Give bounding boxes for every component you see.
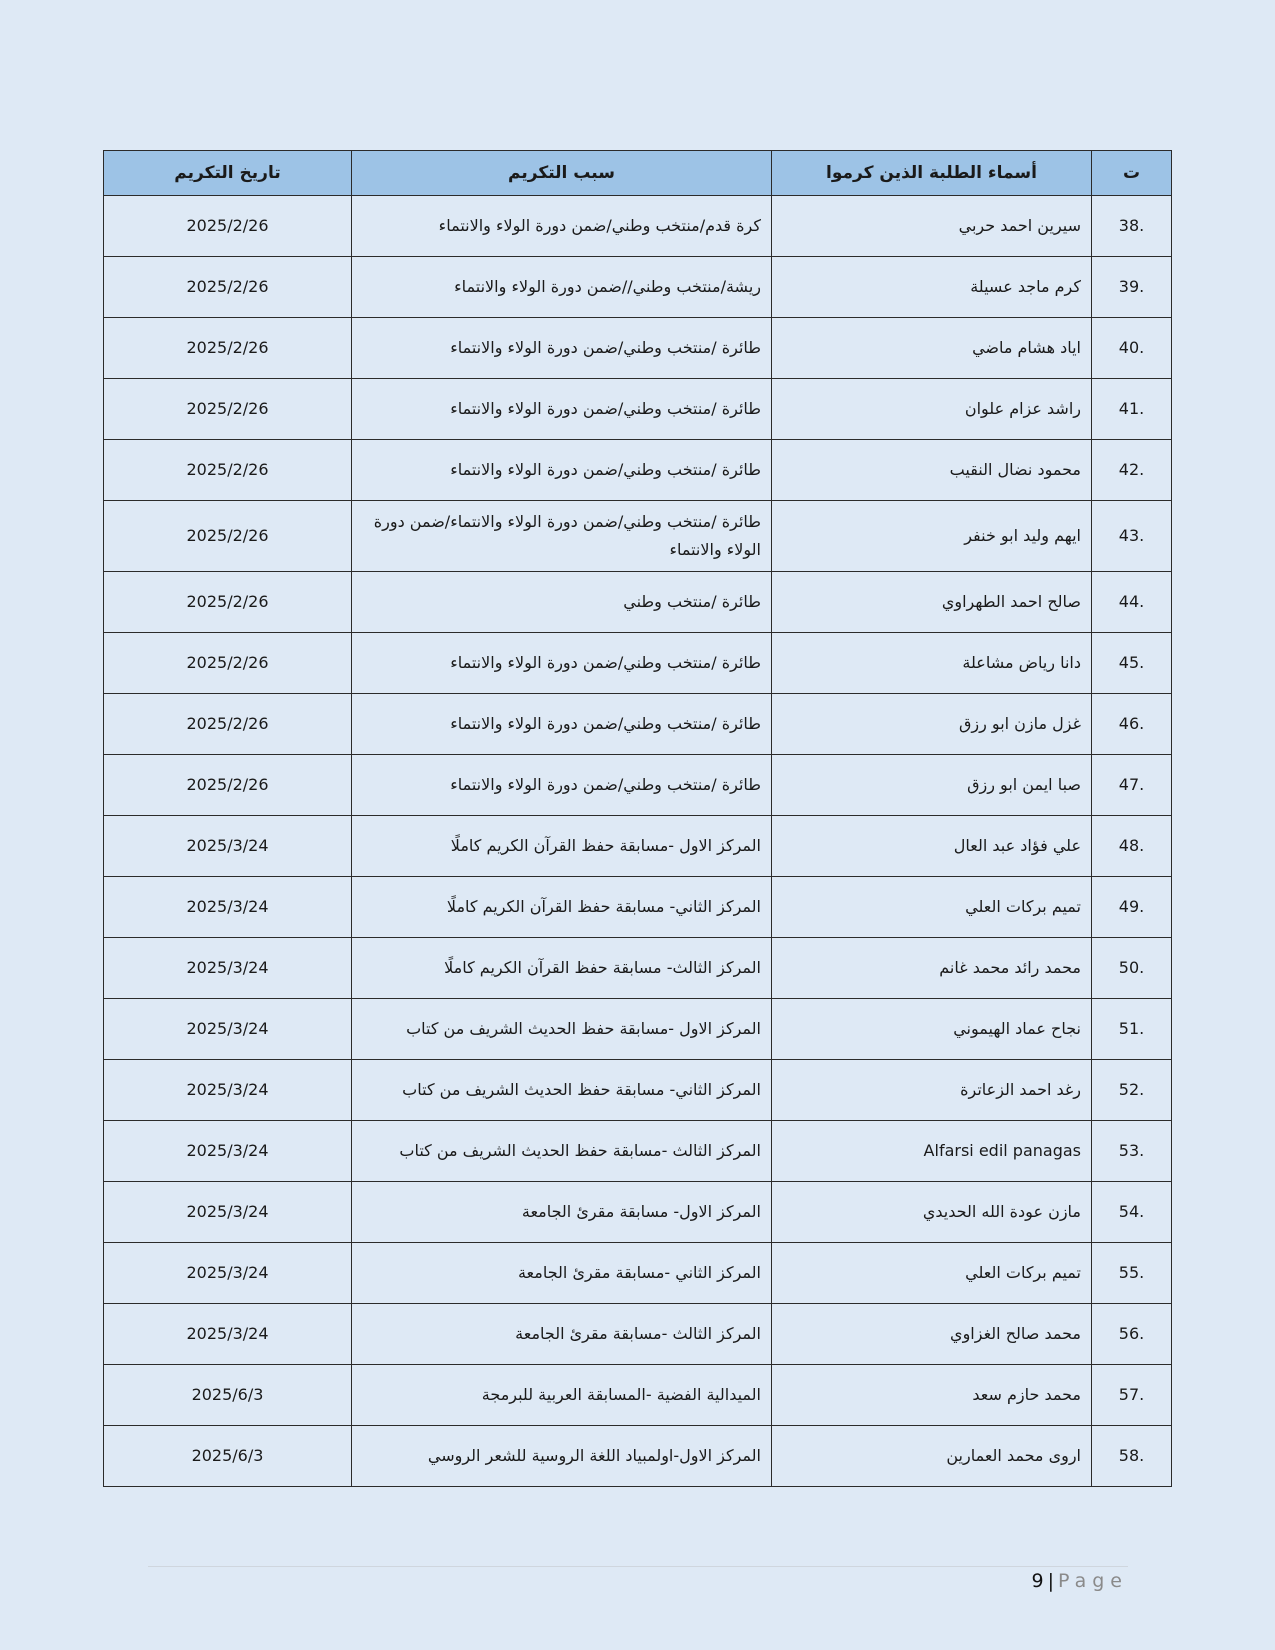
table-row <box>104 1426 1172 1487</box>
honor-date: 2025/3/24 <box>104 999 352 1060</box>
honor-date: 2025/3/24 <box>104 816 352 877</box>
row-number: 56. <box>1092 1304 1172 1365</box>
table-body <box>104 196 1172 1487</box>
row-number: 58. <box>1092 1426 1172 1487</box>
row-number: 47. <box>1092 755 1172 816</box>
student-name: غزل مازن ابو رزق <box>772 694 1092 755</box>
student-name: اياد هشام ماضي <box>772 318 1092 379</box>
row-number: 53. <box>1092 1121 1172 1182</box>
student-name: كرم ماجد عسيلة <box>772 257 1092 318</box>
footer-divider <box>148 1566 1128 1567</box>
table-row <box>104 1060 1172 1121</box>
honor-date: 2025/3/24 <box>104 938 352 999</box>
honor-reason: الميدالية الفضية -المسابقة العربية للبرمجة <box>352 1365 772 1426</box>
table-row <box>104 572 1172 633</box>
honor-reason: طائرة /منتخب وطني/ضمن دورة الولاء والانتماء <box>352 318 772 379</box>
honor-date: 2025/6/3 <box>104 1426 352 1487</box>
honor-reason: المركز الثاني- مسابقة حفظ الحديث الشريف من كتاب <box>352 1060 772 1121</box>
header-number: ت <box>1092 151 1172 196</box>
page-number: 9 <box>1031 1570 1044 1592</box>
honor-date: 2025/6/3 <box>104 1365 352 1426</box>
row-number: 55. <box>1092 1243 1172 1304</box>
honor-reason: المركز الثاني- مسابقة حفظ القرآن الكريم كاملًا <box>352 877 772 938</box>
student-name: راشد عزام علوان <box>772 379 1092 440</box>
honor-date: 2025/3/24 <box>104 877 352 938</box>
table-row <box>104 196 1172 257</box>
header-honor-reason: سبب التكريم <box>352 151 772 196</box>
table-row <box>104 257 1172 318</box>
student-name: محمد رائد محمد غانم <box>772 938 1092 999</box>
student-name: سيرين احمد حربي <box>772 196 1092 257</box>
honor-date: 2025/2/26 <box>104 572 352 633</box>
honor-reason: المركز الثالث -مسابقة حفظ الحديث الشريف من كتاب <box>352 1121 772 1182</box>
honor-date: 2025/2/26 <box>104 196 352 257</box>
honored-students-table <box>103 150 1172 1487</box>
student-name: تميم بركات العلي <box>772 877 1092 938</box>
honor-date: 2025/3/24 <box>104 1121 352 1182</box>
student-name: علي فؤاد عبد العال <box>772 816 1092 877</box>
honor-reason: طائرة /منتخب وطني/ضمن دورة الولاء والانتماء <box>352 694 772 755</box>
honor-reason: المركز الثالث -مسابقة مقرئ الجامعة <box>352 1304 772 1365</box>
row-number: 49. <box>1092 877 1172 938</box>
student-name: مازن عودة الله الحديدي <box>772 1182 1092 1243</box>
honor-reason: ريشة/منتخب وطني//ضمن دورة الولاء والانتماء <box>352 257 772 318</box>
table-row <box>104 1365 1172 1426</box>
honor-reason: طائرة /منتخب وطني/ضمن دورة الولاء والانتماء/ضمن دورة الولاء والانتماء <box>352 501 772 572</box>
honor-reason: طائرة /منتخب وطني/ضمن دورة الولاء والانتماء <box>352 379 772 440</box>
student-name: نجاح عماد الهيموني <box>772 999 1092 1060</box>
row-number: 48. <box>1092 816 1172 877</box>
student-name: صبا ايمن ابو رزق <box>772 755 1092 816</box>
student-name: رغد احمد الزعاترة <box>772 1060 1092 1121</box>
honor-reason: طائرة /منتخب وطني/ضمن دورة الولاء والانتماء <box>352 440 772 501</box>
row-number: 45. <box>1092 633 1172 694</box>
table-row <box>104 1121 1172 1182</box>
honor-date: 2025/2/26 <box>104 440 352 501</box>
row-number: 57. <box>1092 1365 1172 1426</box>
honor-date: 2025/3/24 <box>104 1304 352 1365</box>
honor-date: 2025/2/26 <box>104 694 352 755</box>
honor-reason: المركز الاول- مسابقة مقرئ الجامعة <box>352 1182 772 1243</box>
table-row <box>104 816 1172 877</box>
table-row <box>104 440 1172 501</box>
honor-date: 2025/2/26 <box>104 633 352 694</box>
honor-date: 2025/2/26 <box>104 501 352 572</box>
row-number: 52. <box>1092 1060 1172 1121</box>
row-number: 50. <box>1092 938 1172 999</box>
row-number: 41. <box>1092 379 1172 440</box>
table-row <box>104 318 1172 379</box>
student-name: اروى محمد العمارين <box>772 1426 1092 1487</box>
row-number: 43. <box>1092 501 1172 572</box>
student-name: صالح احمد الطهراوي <box>772 572 1092 633</box>
table-row <box>104 633 1172 694</box>
student-name: Alfarsi edil panagas <box>772 1121 1092 1182</box>
row-number: 40. <box>1092 318 1172 379</box>
row-number: 42. <box>1092 440 1172 501</box>
table-row <box>104 1243 1172 1304</box>
table-row <box>104 379 1172 440</box>
honor-reason: المركز الاول -مسابقة حفظ القرآن الكريم كاملًا <box>352 816 772 877</box>
table-row <box>104 1182 1172 1243</box>
student-name: محمد صالح الغزاوي <box>772 1304 1092 1365</box>
honor-date: 2025/2/26 <box>104 318 352 379</box>
honor-date: 2025/2/26 <box>104 257 352 318</box>
student-name: تميم بركات العلي <box>772 1243 1092 1304</box>
row-number: 44. <box>1092 572 1172 633</box>
row-number: 54. <box>1092 1182 1172 1243</box>
row-number: 38. <box>1092 196 1172 257</box>
table-row <box>104 877 1172 938</box>
table-row <box>104 938 1172 999</box>
table-row <box>104 694 1172 755</box>
row-number: 46. <box>1092 694 1172 755</box>
honor-reason: المركز الثالث- مسابقة حفظ القرآن الكريم كاملًا <box>352 938 772 999</box>
page-label: Page <box>1058 1570 1128 1592</box>
honor-reason: المركز الاول-اولمبياد اللغة الروسية للشعر الروسي <box>352 1426 772 1487</box>
student-name: محمود نضال النقيب <box>772 440 1092 501</box>
header-row <box>104 151 1172 196</box>
row-number: 39. <box>1092 257 1172 318</box>
honor-reason: طائرة /منتخب وطني/ضمن دورة الولاء والانتماء <box>352 755 772 816</box>
header-honor-date: تاريخ التكريم <box>104 151 352 196</box>
table-row <box>104 1304 1172 1365</box>
honor-reason: طائرة /منتخب وطني/ضمن دورة الولاء والانتماء <box>352 633 772 694</box>
student-name: دانا رياض مشاعلة <box>772 633 1092 694</box>
honor-date: 2025/3/24 <box>104 1243 352 1304</box>
honor-reason: كرة قدم/منتخب وطني/ضمن دورة الولاء والانتماء <box>352 196 772 257</box>
honor-reason: المركز الثاني -مسابقة مقرئ الجامعة <box>352 1243 772 1304</box>
honor-reason: المركز الاول -مسابقة حفظ الحديث الشريف من كتاب <box>352 999 772 1060</box>
header-student-names: أسماء الطلبة الذين كرموا <box>772 151 1092 196</box>
row-number: 51. <box>1092 999 1172 1060</box>
table-row <box>104 999 1172 1060</box>
student-name: ايهم وليد ابو خنفر <box>772 501 1092 572</box>
honor-reason: طائرة /منتخب وطني <box>352 572 772 633</box>
honor-date: 2025/2/26 <box>104 379 352 440</box>
page-footer <box>1032 1570 1129 1592</box>
honor-date: 2025/3/24 <box>104 1182 352 1243</box>
student-name: محمد حازم سعد <box>772 1365 1092 1426</box>
honor-date: 2025/2/26 <box>104 755 352 816</box>
table-header <box>104 151 1172 196</box>
table-row <box>104 501 1172 572</box>
footer-separator: | <box>1047 1570 1054 1592</box>
honor-date: 2025/3/24 <box>104 1060 352 1121</box>
table-row <box>104 755 1172 816</box>
